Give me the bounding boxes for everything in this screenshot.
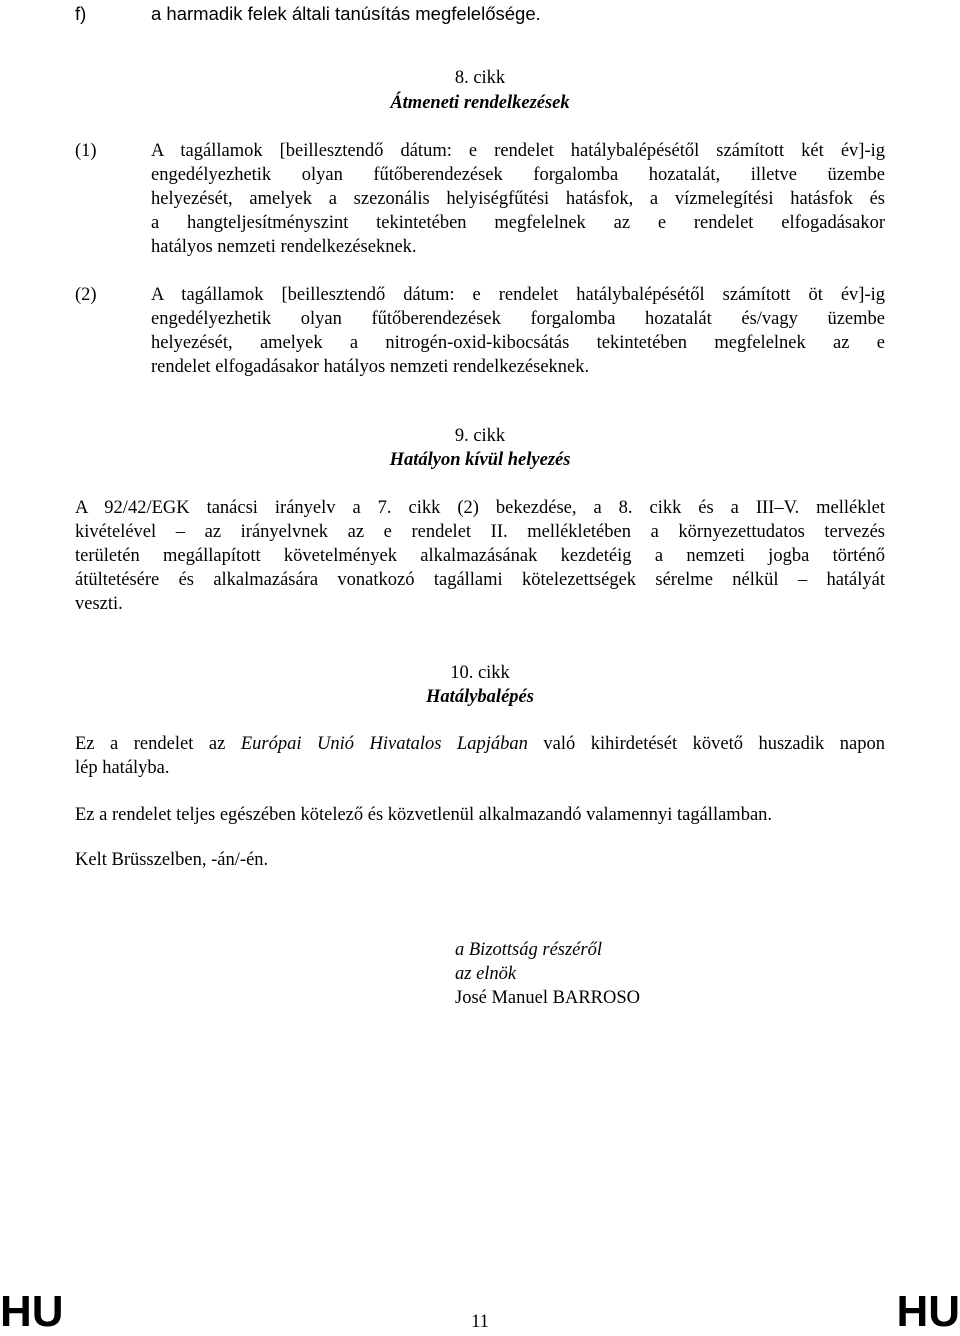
paragraph-1-label: (1) — [75, 141, 97, 161]
official-journal-title: Európai Unió Hivatalos Lapjában — [240, 734, 528, 754]
article-9-line: átültetésére és alkalmazására vonatkozó tagállami kötelezettségek sérelme nélkül – hatályát — [75, 570, 885, 590]
paragraph-1-line: hatályos nemzeti rendelkezéseknek. — [151, 237, 417, 257]
list-label-f: f) — [75, 3, 87, 24]
sentence-1-post: való kihirdetését követő huszadik napon — [527, 734, 885, 754]
article-10-sentence-1 — [75, 732, 885, 756]
article-8-number: 8. cikk — [454, 68, 506, 88]
paragraph-2-line: engedélyezhetik olyan fűtőberendezések forgalomba hozatalát és/vagy üzembe — [151, 309, 885, 329]
article-9-number: 9. cikk — [454, 426, 506, 446]
signature-name: José Manuel BARROSO — [455, 988, 641, 1008]
signature-line-2: az elnök — [455, 964, 517, 984]
paragraph-1-line: engedélyezhetik olyan fűtőberendezések forgalomba hozatalát, illetve üzembe — [151, 165, 885, 185]
paragraph-2-line: helyezését, amelyek a nitrogén-oxid-kibocsátás tekintetében megfelelnek az e — [151, 333, 885, 353]
paragraph-2-line: rendelet elfogadásakor hatályos nemzeti rendelkezéseknek. — [151, 357, 590, 377]
footer-language-left: HU — [0, 1287, 64, 1336]
article-10-sentence-1-end: lép hatályba. — [75, 758, 170, 778]
article-9-line: A 92/42/EGK tanácsi irányelv a 7. cikk (2) bekezdése, a 8. cikk és a III–V. melléklet — [75, 498, 885, 518]
paragraph-2-label: (2) — [75, 285, 97, 305]
footer-language-right: HU — [896, 1287, 960, 1336]
paragraph-1-line: a hangteljesítményszint tekintetében megfelelnek az e rendelet elfogadásakor — [151, 213, 885, 233]
article-10-number: 10. cikk — [450, 663, 510, 683]
signature-line-1: a Bizottság részéről — [455, 940, 602, 960]
article-9-line: kivételével – az irányelvnek az e rendelet II. mellékletében a környezettudatos tervezés — [75, 522, 885, 542]
article-9-line: területén megállapított követelmények alkalmazásának kezdetéig a nemzeti jogba történő — [75, 546, 885, 566]
article-8-title: Átmeneti rendelkezések — [390, 93, 570, 113]
place-date: Kelt Brüsszelben, -án/-én. — [75, 850, 269, 870]
sentence-1-pre: Ez a rendelet az — [75, 734, 241, 754]
article-9-title: Hatályon kívül helyezés — [389, 450, 571, 470]
list-item-f-text: a harmadik felek általi tanúsítás megfelelősége. — [151, 3, 541, 24]
paragraph-2-line: A tagállamok [beillesztendő dátum: e rendelet hatálybalépésétől számított öt év]-ig — [151, 285, 885, 305]
article-10-sentence-2: Ez a rendelet teljes egészében kötelező és közvetlenül alkalmazandó valamennyi tagállamban. — [75, 805, 773, 825]
paragraph-1-line: A tagállamok [beillesztendő dátum: e rendelet hatálybalépésétől számított két év]-ig — [151, 141, 885, 161]
article-10-title: Hatálybalépés — [426, 687, 534, 707]
article-9-line: veszti. — [75, 594, 123, 614]
paragraph-1-line: helyezését, amelyek a szezonális helyiségfűtési hatásfok, a vízmelegítési hatásfok és — [151, 189, 885, 209]
page-number: 11 — [471, 1312, 489, 1332]
